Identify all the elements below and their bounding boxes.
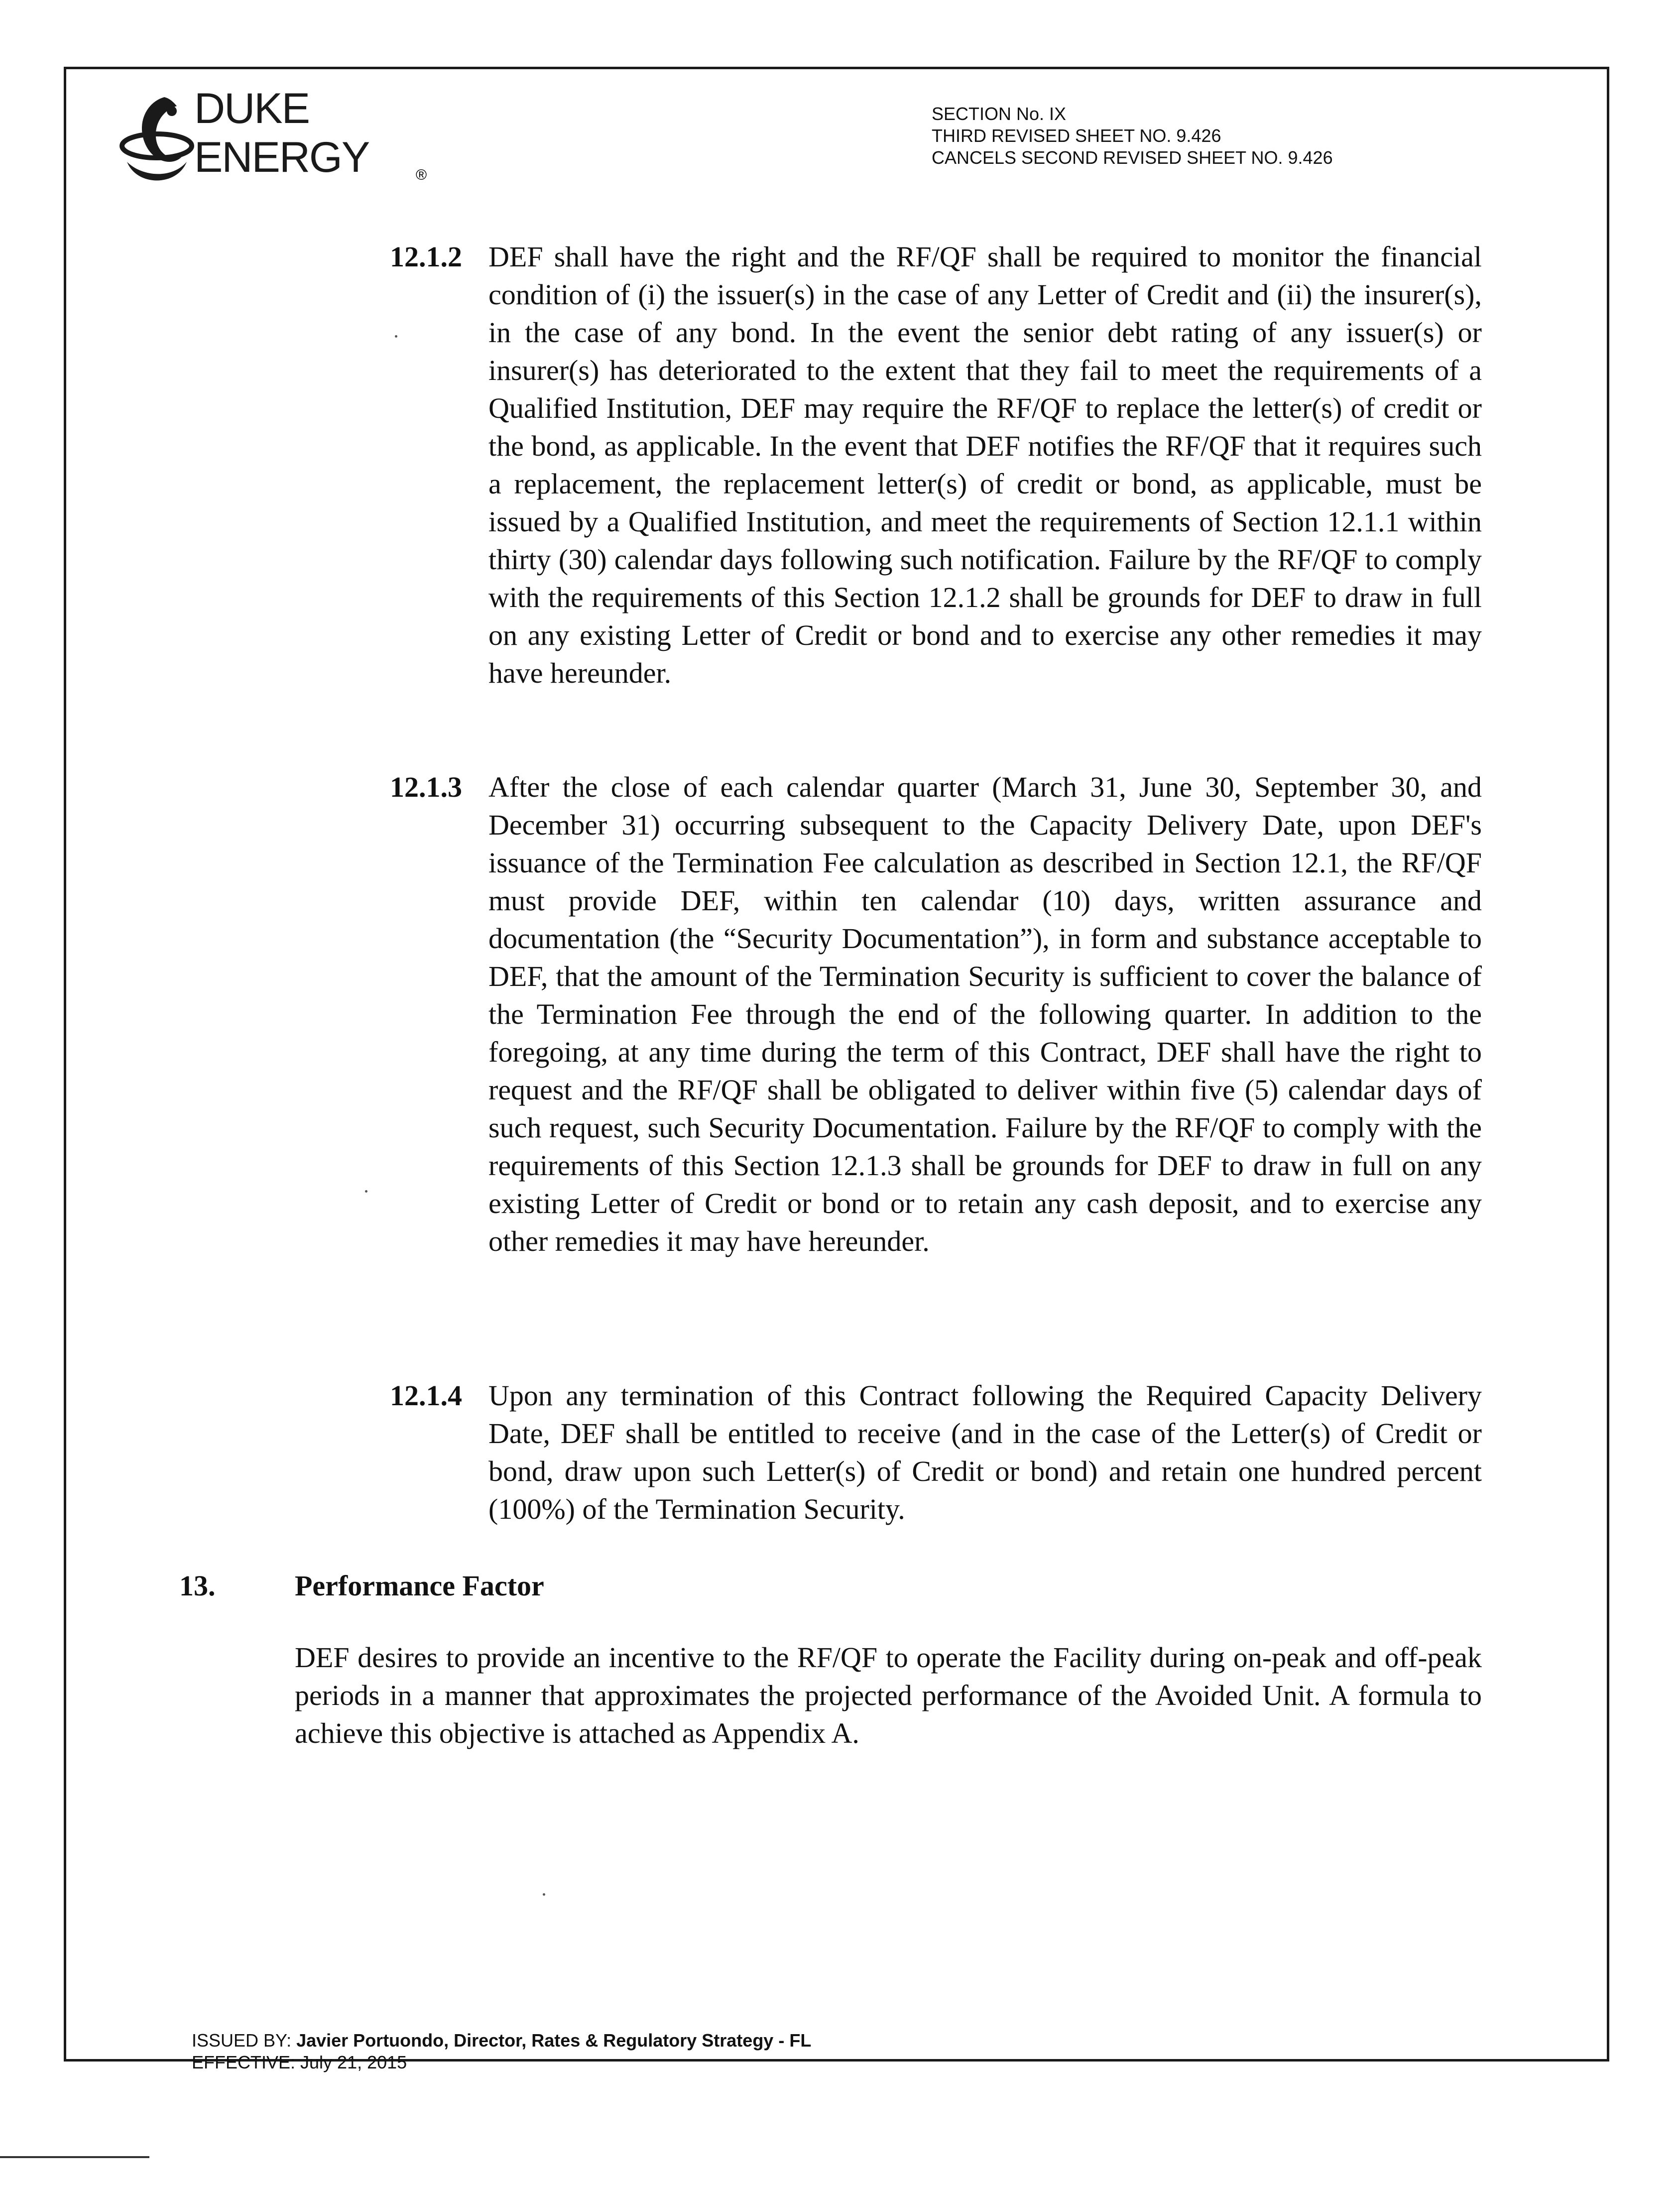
effective-label: EFFECTIVE: <box>192 2052 301 2072</box>
page-edge-mark <box>0 2156 149 2158</box>
stray-dot <box>365 1190 367 1193</box>
effective-line <box>192 2052 811 2073</box>
clause-text: Upon any termination of this Contract following the Required Capacity Delivery Date, DEF shall be entitled to receive (and in the case of the Letter(s) of Credit or bond, draw upon such Letter(s) of Credit or bond) and retain one hundred percent (100%) of the Termination Security. <box>488 1379 1482 1525</box>
clause-12-1-4 <box>390 1377 1482 1528</box>
stray-dot <box>395 335 397 338</box>
clause-number: 12.1.2 <box>390 241 462 273</box>
clause-text: DEF shall have the right and the RF/QF shall be required to monitor the financial condition of (i) the issuer(s) in the case of any Letter of Credit and (ii) the insurer(s), in the case of any bond. In the event the senior debt rating of any issuer(s) or insurer(s) has deteriorated to the extent that they fail to meet the requirements of a Qualified Institution, DEF may require the RF/QF to replace the letter(s) of credit or the bond, as applicable. In the event that DEF notifies the RF/QF that it requires such a replacement, the replacement letter(s) of credit or bond, as applicable, must be issued by a Qualified Institution, and meet the requirements of Section 12.1.1 within thirty (30) calendar days following such notification. Failure by the RF/QF to comply with the requirements of this Section 12.1.2 shall be grounds for DEF to draw in full on any existing Letter of Credit or bond and to exercise any other remedies it may have hereunder. <box>488 241 1482 689</box>
clause-12-1-3 <box>390 768 1482 1260</box>
revised-sheet: THIRD REVISED SHEET NO. 9.426 <box>932 125 1221 146</box>
effective-date: July 21, 2015 <box>300 2052 407 2072</box>
logo-word-duke: DUKE <box>194 85 309 132</box>
section-13-number: 13. <box>179 1570 216 1602</box>
duke-energy-emblem-icon <box>117 87 197 194</box>
clause-number: 12.1.4 <box>390 1379 462 1412</box>
clause-number: 12.1.3 <box>390 771 462 803</box>
duke-energy-logo <box>117 87 456 194</box>
stray-dot <box>543 1893 545 1896</box>
issuance-footer <box>192 2030 811 2073</box>
section-13-title: Performance Factor <box>295 1570 544 1602</box>
registered-mark: ® <box>416 167 427 183</box>
logo-word-energy: ENERGY <box>194 133 369 181</box>
clause-12-1-2 <box>390 238 1482 692</box>
section-13-text: DEF desires to provide an incentive to the RF/QF to operate the Facility during on-peak and off-peak periods in a manner that approximates the projected performance of the Avoided Unit. A formula to achieve this objective is attached as Appendix A. <box>295 1641 1482 1749</box>
clause-text: After the close of each calendar quarter (March 31, June 30, September 30, and December 31) occurring subsequent to the Capacity Delivery Date, upon DEF's issuance of the Termination Fee calculation as described in Section 12.1, the RF/QF must provide DEF, within ten calendar (10) days, written assurance and documentation (the “Security Documentation”), in form and substance acceptable to DEF, that the amount of the Termination Security is sufficient to cover the balance of the Termination Fee through the end of the following quarter. In addition to the foregoing, at any time during the term of this Contract, DEF shall have the right to request and the RF/QF shall be obligated to deliver within five (5) calendar days of such request, such Security Documentation. Failure by the RF/QF to comply with the requirements of this Section 12.1.3 shall be grounds for DEF to draw in full on any existing Letter of Credit or bond or to retain any cash deposit, and to exercise any other remedies it may have hereunder. <box>488 771 1482 1257</box>
issued-by-label: ISSUED BY: <box>192 2030 297 2051</box>
cancels-sheet: CANCELS SECOND REVISED SHEET NO. 9.426 <box>932 147 1333 168</box>
section-number: SECTION No. IX <box>932 104 1067 124</box>
issued-by-line <box>192 2030 811 2052</box>
sheet-header <box>932 103 1333 169</box>
issued-by-value: Javier Portuondo, Director, Rates & Regulatory Strategy - FL <box>296 2030 812 2051</box>
